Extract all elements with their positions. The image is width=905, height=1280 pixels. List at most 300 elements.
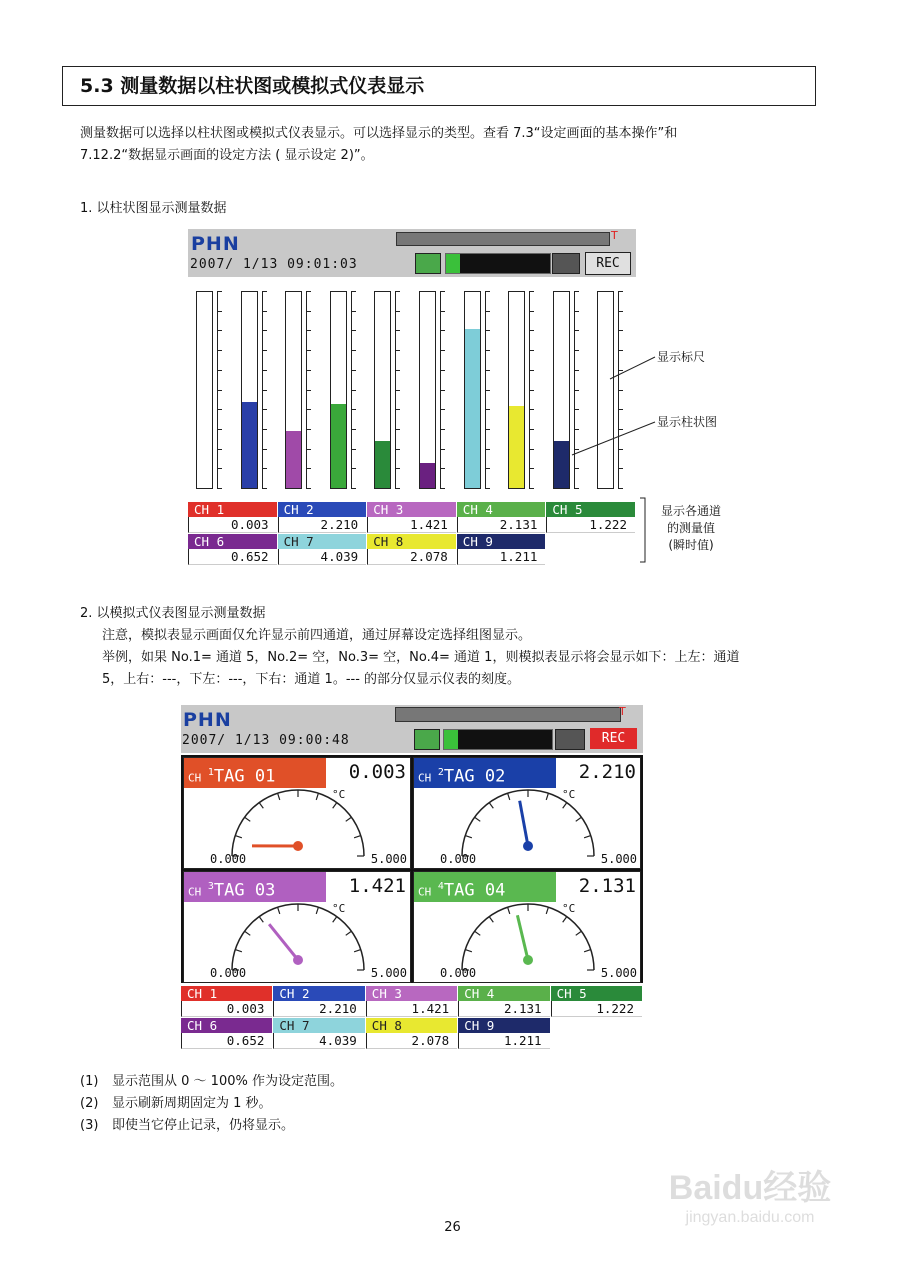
gauge-needle — [269, 924, 298, 960]
scale-tick — [441, 370, 445, 371]
scale-tick — [307, 449, 311, 450]
channel-cell — [273, 1018, 364, 1049]
callout-scale: 显示标尺 — [657, 350, 706, 364]
gauge-hub — [523, 955, 533, 965]
scale-tick — [263, 390, 267, 391]
channel-value: 2.210 — [273, 1001, 364, 1017]
gauge-ch-label: CH — [188, 885, 208, 899]
bar-outline — [419, 291, 436, 489]
callout-values-line-3: (瞬时值) — [668, 538, 714, 552]
bar-scale — [529, 291, 536, 489]
bar-fill — [331, 404, 346, 488]
channel-cell — [181, 986, 272, 1017]
bar-scale — [485, 291, 492, 489]
scale-tick — [441, 409, 445, 410]
channel-label: CH 8 — [367, 534, 456, 549]
gauge-panel — [183, 757, 411, 869]
note-item — [80, 1093, 343, 1115]
gauge-tick — [508, 907, 510, 914]
channel-label: CH 7 — [273, 1018, 364, 1033]
scale-tick — [352, 468, 356, 469]
scale-tick — [441, 488, 445, 489]
bar-scale — [306, 291, 313, 489]
gauge-tick — [563, 917, 567, 923]
bar-outline — [196, 291, 213, 489]
watermark-url: jingyan.baidu.com — [685, 1209, 815, 1226]
datetime: 2007/ 1/13 09:01:03 — [190, 257, 358, 272]
channel-label: CH 3 — [366, 986, 457, 1001]
callout-lines — [560, 340, 670, 470]
channel-value: 1.211 — [457, 549, 546, 565]
note-number: (3) — [80, 1118, 99, 1133]
scale-tick — [486, 390, 490, 391]
scale-tick — [619, 488, 623, 489]
channel-value: 1.421 — [367, 517, 456, 533]
channel-cell — [188, 534, 277, 565]
bar-fill — [286, 431, 301, 488]
channel-value: 2.078 — [366, 1033, 457, 1049]
gauge-panel — [413, 871, 641, 983]
scale-tick — [441, 390, 445, 391]
scale-tick — [396, 488, 400, 489]
scale-tick — [352, 409, 356, 410]
rec-button-2[interactable]: REC — [590, 728, 637, 749]
channel-cell — [366, 1018, 457, 1049]
callout-bar: 显示柱状图 — [657, 415, 718, 429]
scale-tick — [486, 311, 490, 312]
scale-callout-line — [610, 357, 655, 379]
gauge-tick — [259, 803, 263, 809]
gauge-ch-label: CH — [418, 771, 438, 785]
note-text: 显示范围从 0 ～ 100% 作为设定范围。 — [112, 1074, 343, 1089]
note-text: 即使当它停止记录，仍将显示。 — [112, 1118, 295, 1133]
scale-tick — [307, 311, 311, 312]
gauge-tick — [245, 817, 251, 821]
gauge-tick — [576, 931, 582, 935]
scale-tick — [530, 449, 534, 450]
gauge-tick — [475, 931, 481, 935]
channel-value: 2.131 — [458, 1001, 549, 1017]
channel-value: 0.003 — [181, 1001, 272, 1017]
scale-tick — [218, 449, 222, 450]
callout-values-line-1: 显示各通道 — [660, 504, 721, 518]
datetime-2: 2007/ 1/13 09:00:48 — [182, 733, 350, 748]
channel-label: CH 5 — [546, 502, 635, 517]
channel-cell — [367, 502, 456, 533]
gauge-tick — [576, 817, 582, 821]
scale-tick — [396, 390, 400, 391]
gauge-tick — [584, 950, 591, 952]
scale-tick — [486, 330, 490, 331]
item-2-note-1: 注意，模拟表显示画面仅允许显示前四通道，通过屏幕设定选择组图显示。 — [102, 628, 532, 643]
gauge-min: 0.000 — [440, 966, 477, 980]
channel-cell — [546, 502, 635, 533]
message-bar-2 — [395, 707, 621, 722]
bar-outline — [464, 291, 481, 489]
channel-label: CH 3 — [367, 502, 456, 517]
channel-value: 2.210 — [278, 517, 367, 533]
watermark-brand: Baidu经验 — [668, 1169, 832, 1207]
scale-tick — [218, 330, 222, 331]
bar-outline — [241, 291, 258, 489]
scale-tick — [396, 311, 400, 312]
channel-cell — [278, 502, 367, 533]
note-item — [80, 1115, 343, 1137]
gauge-tick — [346, 817, 352, 821]
item-2-title: 2. 以模拟式仪表图显示测量数据 — [80, 606, 266, 621]
scale-tick — [575, 311, 579, 312]
gauge-tick — [245, 931, 251, 935]
gauge-unit: °C — [332, 902, 346, 915]
gauge-hub — [293, 841, 303, 851]
scale-tick — [486, 409, 490, 410]
channel-cell — [457, 534, 546, 565]
scale-tick — [263, 370, 267, 371]
scale-tick — [307, 291, 311, 292]
channel-value: 2.078 — [367, 549, 456, 565]
notes-list — [80, 1071, 343, 1137]
note-text: 显示刷新周期固定为 1 秒。 — [112, 1096, 272, 1111]
gauge-min: 0.000 — [440, 852, 477, 866]
scale-tick — [352, 291, 356, 292]
scale-tick — [575, 488, 579, 489]
scale-tick — [530, 409, 534, 410]
scale-tick — [619, 311, 623, 312]
bar-outline — [508, 291, 525, 489]
bar-scale — [351, 291, 358, 489]
bar-outline — [330, 291, 347, 489]
channel-cell — [458, 986, 549, 1017]
gauge-ch-number: 3 — [207, 881, 214, 892]
scale-tick — [530, 488, 534, 489]
scale-tick — [396, 449, 400, 450]
gauge-tick — [489, 803, 493, 809]
gauge-tag-name: TAG 04 — [443, 880, 506, 901]
channel-cell — [273, 986, 364, 1017]
scale-tick — [396, 330, 400, 331]
scale-tick — [218, 409, 222, 410]
gauge-max: 5.000 — [600, 852, 637, 866]
gauge-ch-number: 1 — [207, 767, 214, 778]
channel-cell — [551, 986, 642, 1017]
channel-label: CH 4 — [458, 986, 549, 1001]
gauge-unit: °C — [562, 902, 576, 915]
scale-tick — [263, 350, 267, 351]
scale-tick — [307, 409, 311, 410]
scale-tick — [486, 449, 490, 450]
channel-value: 2.131 — [457, 517, 546, 533]
memory-usage-bar — [445, 253, 551, 274]
scale-tick — [263, 449, 267, 450]
bar-outline — [285, 291, 302, 489]
bar-scale — [395, 291, 402, 489]
gauge-max: 5.000 — [370, 966, 407, 980]
gauge-hub — [523, 841, 533, 851]
item-2-note-3: 5，上右：---，下左：---，下右：通道 1。--- 的部分仅显示仪表的刻度。 — [102, 672, 521, 687]
scale-tick — [307, 468, 311, 469]
note-number: (1) — [80, 1074, 99, 1089]
gauge-tick — [235, 950, 242, 952]
note-number: (2) — [80, 1096, 99, 1111]
gauge-tag-name: TAG 02 — [443, 766, 506, 787]
gauge-tick — [465, 836, 472, 838]
channel-label: CH 2 — [278, 502, 367, 517]
scale-tick — [396, 291, 400, 292]
gauge-value: 2.210 — [578, 761, 636, 783]
gauge-ch-number: 4 — [437, 881, 444, 892]
scale-tick — [352, 429, 356, 430]
scale-tick — [619, 330, 623, 331]
scale-tick — [486, 488, 490, 489]
scale-tick — [307, 390, 311, 391]
gauge-ch-label: CH — [188, 771, 208, 785]
scale-tick — [263, 291, 267, 292]
gauge-area — [181, 755, 643, 983]
scale-tick — [307, 350, 311, 351]
gauge-tick — [489, 917, 493, 923]
channel-label: CH 4 — [457, 502, 546, 517]
channel-value: 1.222 — [551, 1001, 642, 1017]
channel-value-table-2 — [181, 986, 643, 1051]
media-icon — [552, 253, 580, 274]
scale-tick — [441, 330, 445, 331]
scale-tick — [352, 330, 356, 331]
scale-tick — [486, 350, 490, 351]
scale-tick — [352, 370, 356, 371]
gauge-tick — [546, 907, 548, 914]
gauge-tick — [354, 836, 361, 838]
gauge-value: 0.003 — [348, 761, 406, 783]
t-mark: T — [611, 229, 618, 242]
scale-tick — [530, 330, 534, 331]
scale-tick — [218, 488, 222, 489]
channel-label: CH 2 — [273, 986, 364, 1001]
scale-tick — [263, 429, 267, 430]
scale-tick — [486, 370, 490, 371]
bar-callout-line — [572, 422, 655, 455]
channel-cell — [458, 1018, 549, 1049]
scale-tick — [218, 311, 222, 312]
channel-label: CH 8 — [366, 1018, 457, 1033]
channel-cell — [366, 986, 457, 1017]
scale-tick — [263, 409, 267, 410]
scale-tick — [530, 468, 534, 469]
channel-label: CH 6 — [181, 1018, 272, 1033]
rec-button[interactable]: REC — [585, 252, 631, 275]
channel-label: CH 1 — [188, 502, 277, 517]
scale-tick — [218, 468, 222, 469]
gauge-tick — [354, 950, 361, 952]
scale-tick — [530, 370, 534, 371]
scale-tick — [352, 350, 356, 351]
scale-tick — [530, 311, 534, 312]
channel-label: CH 9 — [458, 1018, 549, 1033]
message-bar — [396, 232, 610, 246]
scale-tick — [441, 429, 445, 430]
bar-scale — [440, 291, 447, 489]
scale-tick — [396, 409, 400, 410]
gauge-max: 5.000 — [600, 966, 637, 980]
scale-tick — [307, 488, 311, 489]
channel-label: CH 1 — [181, 986, 272, 1001]
gauge-needle — [517, 915, 528, 960]
channel-value: 1.421 — [366, 1001, 457, 1017]
gauge-tag-name: TAG 03 — [213, 880, 276, 901]
brand-label-2: PHN — [183, 709, 232, 731]
channel-cell — [278, 534, 367, 565]
gauge-ch-label: CH — [418, 885, 438, 899]
gauge-ch-number: 2 — [437, 767, 444, 778]
scale-tick — [352, 390, 356, 391]
screen-header — [188, 229, 636, 277]
scale-tick — [441, 311, 445, 312]
scale-tick — [218, 390, 222, 391]
scale-tick — [530, 350, 534, 351]
gauge-tick — [333, 803, 337, 809]
gauge-hub — [293, 955, 303, 965]
bar-scale — [262, 291, 269, 489]
scale-tick — [486, 468, 490, 469]
channel-cell — [457, 502, 546, 533]
gauge-panel — [183, 871, 411, 983]
channel-cell — [188, 502, 277, 533]
item-1-title: 1. 以柱状图显示测量数据 — [80, 201, 227, 216]
channel-value: 0.652 — [188, 549, 277, 565]
scale-tick — [218, 350, 222, 351]
callout-values — [658, 503, 724, 554]
bracket-icon — [638, 496, 652, 566]
scale-tick — [486, 429, 490, 430]
gauge-tick — [333, 917, 337, 923]
channel-cell — [367, 534, 456, 565]
scale-tick — [396, 350, 400, 351]
channel-value: 1.211 — [458, 1033, 549, 1049]
item-2-note-2: 举例，如果 No.1= 通道 5，No.2= 空，No.3= 空，No.4= 通道 1，则模拟表显示将会显示如下：上左：通道 — [102, 650, 740, 665]
gauge-tick — [316, 907, 318, 914]
scale-tick — [263, 488, 267, 489]
gauge-tick — [259, 917, 263, 923]
watermark — [650, 1160, 850, 1227]
gauge-tick — [278, 907, 280, 914]
gauge-max: 5.000 — [370, 852, 407, 866]
gauge-tick — [475, 817, 481, 821]
callout-values-line-2: 的测量值 — [666, 521, 715, 535]
intro-line-1: 测量数据可以选择以柱状图或模拟式仪表显示。可以选择显示的类型。查看 7.3“设定画面的基本操作”和 — [80, 126, 678, 141]
gauge-tick — [563, 803, 567, 809]
page-number: 26 — [444, 1220, 461, 1235]
gauge-min: 0.000 — [210, 852, 247, 866]
bar-outline — [374, 291, 391, 489]
scale-tick — [441, 291, 445, 292]
scale-tick — [218, 370, 222, 371]
media-icon-2 — [555, 729, 585, 750]
scale-tick — [307, 429, 311, 430]
scale-tick — [263, 330, 267, 331]
scale-tick — [486, 291, 490, 292]
gauge-tick — [235, 836, 242, 838]
channel-value: 4.039 — [273, 1033, 364, 1049]
channel-label: CH 9 — [457, 534, 546, 549]
analog-meter-screen — [181, 705, 643, 1051]
channel-value: 0.652 — [181, 1033, 272, 1049]
note-item — [80, 1071, 343, 1093]
channel-value: 0.003 — [188, 517, 277, 533]
channel-label: CH 6 — [188, 534, 277, 549]
gauge-panel — [413, 757, 641, 869]
scale-tick — [530, 429, 534, 430]
scale-tick — [619, 291, 623, 292]
folder-icon — [415, 253, 441, 274]
scale-tick — [396, 468, 400, 469]
scale-tick — [575, 291, 579, 292]
scale-tick — [441, 350, 445, 351]
scale-tick — [441, 449, 445, 450]
scale-tick — [530, 390, 534, 391]
scale-tick — [441, 468, 445, 469]
scale-tick — [352, 311, 356, 312]
scale-tick — [263, 468, 267, 469]
scale-tick — [352, 488, 356, 489]
bar-fill — [420, 463, 435, 488]
channel-value-table — [188, 502, 636, 565]
scale-tick — [396, 429, 400, 430]
bar-fill — [375, 441, 390, 488]
scale-tick — [307, 330, 311, 331]
scale-tick — [352, 449, 356, 450]
gauge-tick — [278, 793, 280, 800]
gauge-unit: °C — [332, 788, 346, 801]
gauge-tag-name: TAG 01 — [213, 766, 276, 787]
gauge-tick — [546, 793, 548, 800]
scale-tick — [307, 370, 311, 371]
gauge-value: 1.421 — [348, 875, 406, 897]
scale-tick — [530, 291, 534, 292]
scale-tick — [575, 330, 579, 331]
channel-value: 4.039 — [278, 549, 367, 565]
channel-cell — [181, 1018, 272, 1049]
gauge-tick — [346, 931, 352, 935]
folder-icon-2 — [414, 729, 440, 750]
gauge-tick — [508, 793, 510, 800]
intro-line-2: 7.12.2“数据显示画面的设定方法 ( 显示设定 2)”。 — [80, 148, 374, 163]
bar-fill — [509, 406, 524, 488]
gauge-tick — [465, 950, 472, 952]
channel-label: CH 5 — [551, 986, 642, 1001]
item-2-block — [80, 603, 840, 691]
gauge-tick — [584, 836, 591, 838]
scale-tick — [218, 429, 222, 430]
gauge-tick — [316, 793, 318, 800]
scale-tick — [263, 311, 267, 312]
memory-usage-bar-2 — [443, 729, 553, 750]
channel-value: 1.222 — [546, 517, 635, 533]
screen-header-2 — [181, 705, 643, 753]
brand-label: PHN — [191, 233, 240, 255]
channel-label: CH 7 — [278, 534, 367, 549]
bar-fill — [242, 402, 257, 488]
section-title: 5.3 测量数据以柱状图或模拟式仪表显示 — [62, 66, 816, 106]
scale-tick — [396, 370, 400, 371]
gauge-value: 2.131 — [578, 875, 636, 897]
gauge-needle — [520, 801, 528, 846]
scale-tick — [218, 291, 222, 292]
gauge-min: 0.000 — [210, 966, 247, 980]
bar-scale — [217, 291, 224, 489]
intro-paragraph — [80, 123, 840, 167]
bar-fill — [465, 329, 480, 488]
t-mark-2: T — [619, 705, 626, 718]
gauge-unit: °C — [562, 788, 576, 801]
